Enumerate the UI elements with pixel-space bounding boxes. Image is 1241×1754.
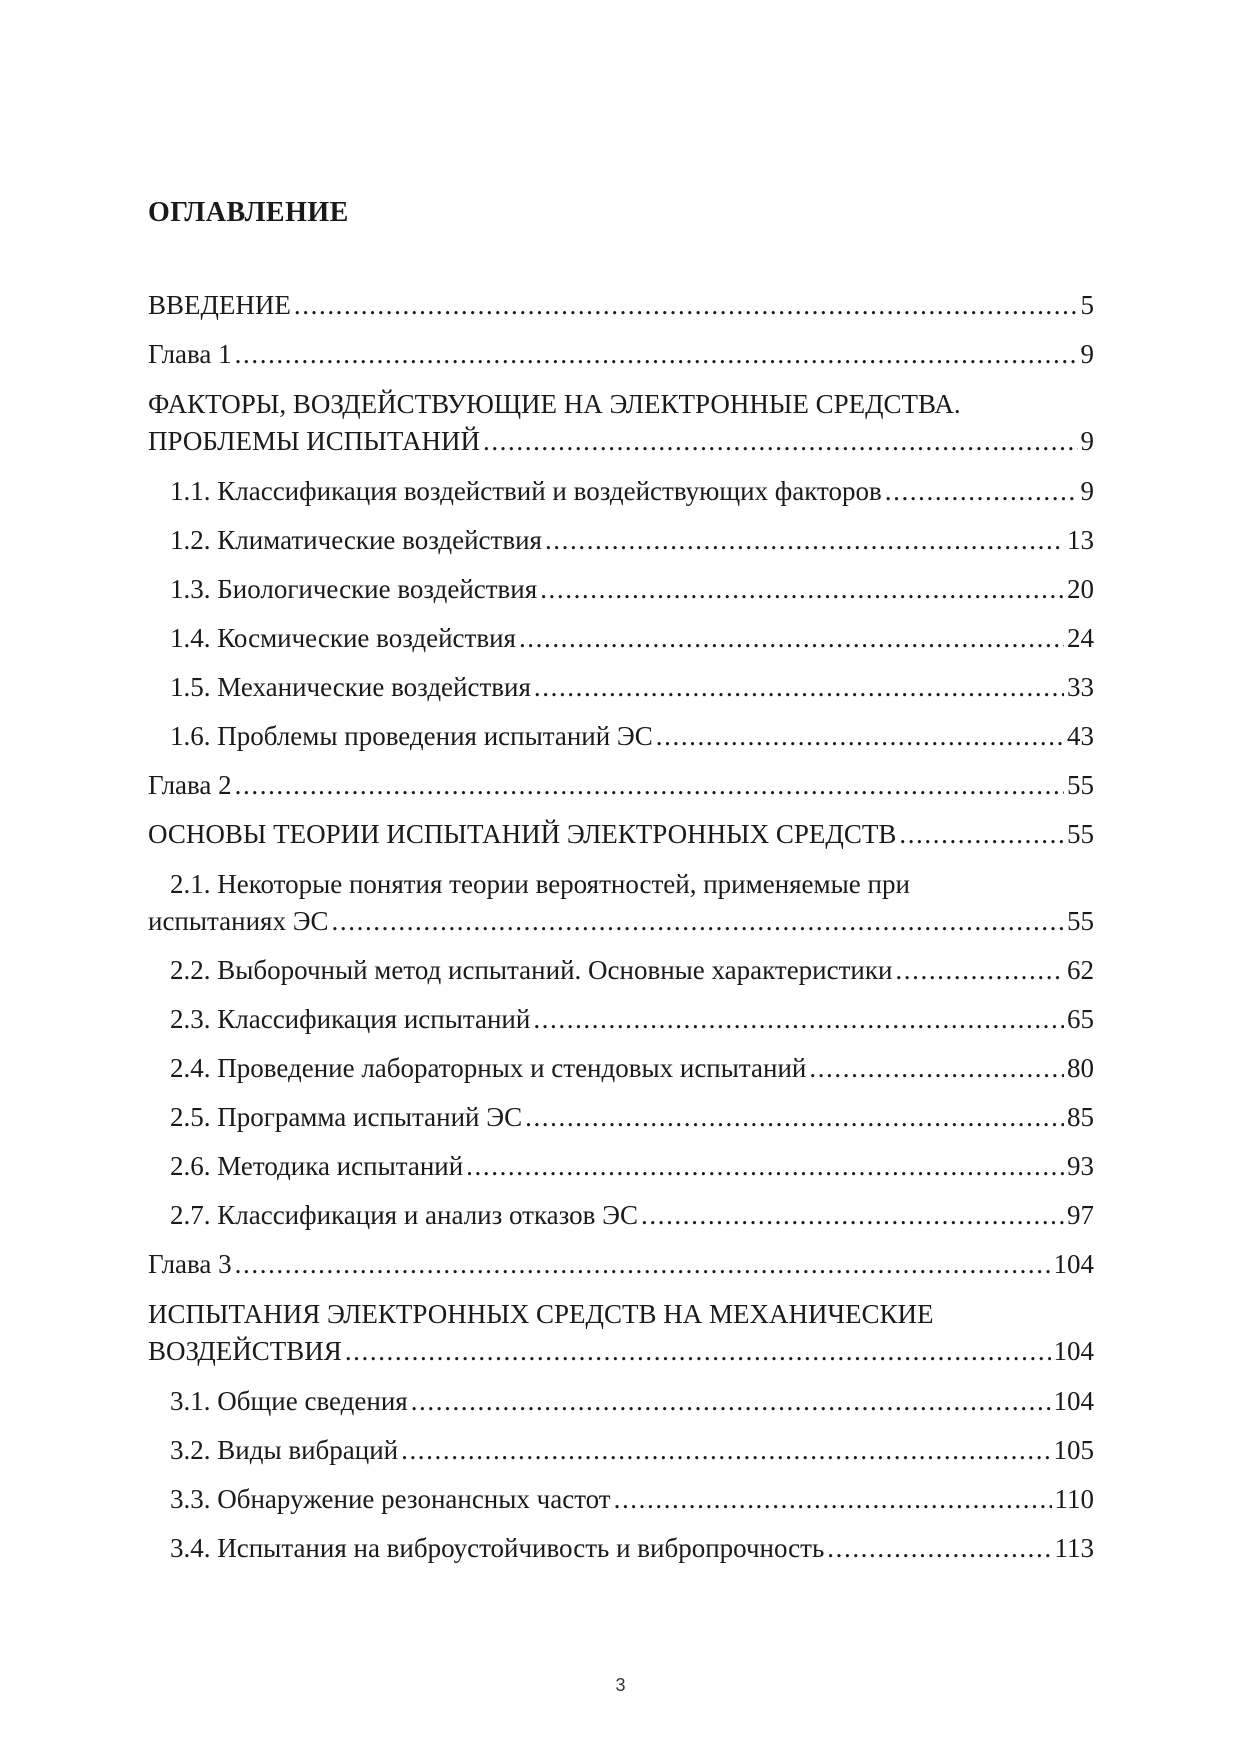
toc-entry-text: 1.5. Механические воздействия: [170, 671, 531, 702]
toc-entry-section-1-3: [148, 572, 1094, 608]
toc-entry-page: 80: [1067, 1053, 1094, 1083]
toc-entry-text: ОСНОВЫ ТЕОРИИ ИСПЫТАНИЙ ЭЛЕКТРОННЫХ СРЕДСТВ: [148, 818, 897, 849]
toc-entry-chapter-3: [148, 1247, 1094, 1283]
toc-entry-page: 43: [1067, 720, 1094, 751]
toc-entry-page: 9: [1080, 475, 1094, 506]
toc-entry-text: 1.1. Классификация воздействий и воздействующих факторов: [170, 475, 882, 506]
toc-entry-page: 33: [1067, 671, 1094, 702]
dot-leader: [401, 1433, 1050, 1469]
toc-entry-page: 20: [1067, 573, 1094, 604]
dot-leader: [235, 337, 1078, 373]
toc-entry-section-1-2: [148, 523, 1094, 559]
toc-entry-page: 55: [1067, 769, 1094, 800]
toc-entry-text: 1.6. Проблемы проведения испытаний ЭС: [170, 720, 653, 751]
toc-entry-page: 13: [1067, 524, 1094, 555]
toc-entry-chapter-2-title: [148, 817, 1094, 853]
dot-leader: [332, 903, 1064, 940]
dot-leader: [809, 1051, 1064, 1087]
toc-entry-section-1-5: [148, 670, 1094, 706]
toc-entry-page: 24: [1067, 622, 1094, 653]
toc-entry-page: 97: [1067, 1200, 1094, 1230]
toc-entry-text: 1.4. Космические воздействия: [170, 622, 516, 653]
toc-entry-text-line-1: ИСПЫТАНИЯ ЭЛЕКТРОННЫХ СРЕДСТВ НА МЕХАНИЧЕСКИЕ: [148, 1299, 934, 1329]
dot-leader: [895, 953, 1064, 989]
dot-leader: [533, 1002, 1064, 1038]
toc-entry-page: 9: [1080, 426, 1094, 456]
toc-entry-text: ПРОБЛЕМЫ ИСПЫТАНИЙ: [148, 426, 480, 456]
dot-leader: [345, 1333, 1051, 1370]
toc-entry-section-2-1: [148, 866, 1094, 940]
dot-leader: [885, 474, 1078, 510]
dot-leader: [411, 1384, 1051, 1420]
toc-entry-page: 104: [1053, 1249, 1094, 1279]
toc-entry-chapter-1-title: [148, 386, 1094, 460]
dot-leader: [540, 572, 1064, 608]
toc-entry-text: 2.4. Проведение лабораторных и стендовых испытаний: [170, 1053, 807, 1083]
table-of-contents: [148, 288, 1094, 1580]
toc-entry-chapter-2: [148, 768, 1094, 804]
toc-entry-section-1-6: [148, 719, 1094, 755]
toc-entry-page: 55: [1067, 818, 1094, 849]
dot-leader: [641, 1198, 1064, 1234]
toc-entry-page: 110: [1054, 1483, 1094, 1514]
toc-entry-page: 85: [1067, 1102, 1094, 1132]
toc-entry-section-1-1: [148, 474, 1094, 510]
toc-entry-section-3-3: [148, 1482, 1094, 1518]
toc-entry-page: 65: [1067, 1004, 1094, 1034]
toc-title: ОГЛАВЛЕНИЕ: [148, 197, 349, 228]
toc-entry-section-2-6: [148, 1149, 1094, 1185]
dot-leader: [235, 768, 1064, 804]
toc-entry-page: 5: [1080, 290, 1094, 320]
toc-entry-chapter-1: [148, 337, 1094, 373]
toc-entry-text: 2.7. Классификация и анализ отказов ЭС: [170, 1200, 639, 1230]
toc-entry-page: 9: [1080, 339, 1094, 369]
toc-entry-page: 62: [1067, 955, 1094, 985]
toc-entry-text: Глава 3: [148, 1249, 232, 1279]
toc-entry-page: 104: [1053, 1385, 1094, 1416]
toc-entry-text: Глава 1: [148, 339, 232, 369]
toc-entry-text: 2.5. Программа испытаний ЭС: [170, 1102, 523, 1132]
toc-entry-section-3-2: [148, 1433, 1094, 1469]
dot-leader: [235, 1247, 1051, 1283]
dot-leader: [899, 817, 1064, 853]
toc-entry-section-2-5: [148, 1100, 1094, 1136]
toc-entry-text: 1.3. Биологические воздействия: [170, 573, 538, 604]
toc-entry-introduction: [148, 288, 1094, 324]
page-number: 3: [615, 1675, 626, 1695]
toc-entry-chapter-3-title: [148, 1296, 1094, 1370]
toc-entry-text-line-1: ФАКТОРЫ, ВОЗДЕЙСТВУЮЩИЕ НА ЭЛЕКТРОННЫЕ СРЕДСТВА.: [148, 389, 961, 419]
toc-entry-text: ВОЗДЕЙСТВИЯ: [148, 1336, 342, 1366]
toc-entry-text: 3.3. Обнаружение резонансных частот: [170, 1483, 611, 1514]
toc-entry-page: 93: [1067, 1151, 1094, 1181]
toc-entry-section-2-7: [148, 1198, 1094, 1234]
dot-leader: [545, 523, 1064, 559]
toc-entry-text: 2.2. Выборочный метод испытаний. Основные характеристики: [170, 955, 893, 985]
toc-entry-page: 113: [1054, 1532, 1094, 1563]
dot-leader: [466, 1149, 1064, 1185]
toc-entry-text: 3.4. Испытания на виброустойчивость и вибропрочность: [170, 1532, 825, 1563]
dot-leader: [294, 288, 1078, 324]
toc-entry-section-1-4: [148, 621, 1094, 657]
toc-entry-text: 1.2. Климатические воздействия: [170, 524, 542, 555]
toc-entry-text-line-1: 2.1. Некоторые понятия теории вероятностей, применяемые при: [170, 868, 910, 899]
dot-leader: [656, 719, 1064, 755]
toc-entry-page: 104: [1053, 1336, 1094, 1366]
dot-leader: [534, 670, 1064, 706]
toc-entry-text: 2.6. Методика испытаний: [170, 1151, 464, 1181]
dot-leader: [519, 621, 1064, 657]
toc-entry-text: ВВЕДЕНИЕ: [148, 290, 291, 320]
toc-entry-text: 3.2. Виды вибраций: [170, 1434, 399, 1465]
toc-entry-section-2-4: [148, 1051, 1094, 1087]
toc-entry-section-2-2: [148, 953, 1094, 989]
toc-entry-section-3-4: [148, 1531, 1094, 1567]
toc-entry-text: 2.3. Классификация испытаний: [170, 1004, 531, 1034]
toc-entry-section-3-1: [148, 1384, 1094, 1420]
toc-entry-text: Глава 2: [148, 769, 232, 800]
dot-leader: [827, 1531, 1051, 1567]
toc-entry-text: 3.1. Общие сведения: [170, 1385, 408, 1416]
toc-entry-page: 55: [1067, 905, 1094, 936]
dot-leader: [483, 423, 1078, 460]
toc-entry-section-2-3: [148, 1002, 1094, 1038]
toc-entry-page: 105: [1053, 1434, 1094, 1465]
dot-leader: [525, 1100, 1064, 1136]
dot-leader: [614, 1482, 1052, 1518]
toc-entry-text: испытаниях ЭС: [148, 905, 329, 936]
